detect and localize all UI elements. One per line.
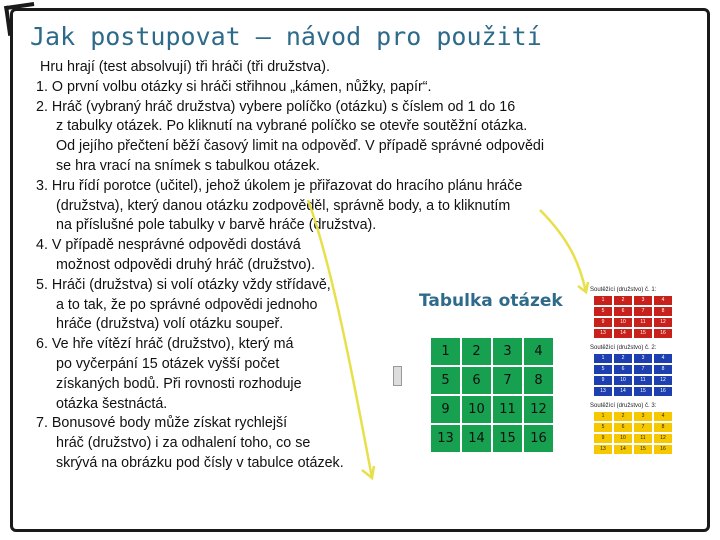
rule-item <box>36 236 656 276</box>
rule-continuation: Od jejího přečtení běží časový limit na odpověď. V případě správné odpovědi <box>56 138 545 155</box>
team-score-cell[interactable]: 15 <box>634 445 652 454</box>
team-score-cell[interactable]: 9 <box>594 318 612 327</box>
team-score-grid <box>594 412 680 454</box>
team-table-label: Soutěžící (družstvo) č. 3: <box>590 403 657 409</box>
team-score-cell[interactable]: 14 <box>614 445 632 454</box>
team-score-tables <box>590 286 680 460</box>
team-score-cell[interactable]: 4 <box>654 412 672 421</box>
question-cell[interactable]: 8 <box>524 367 553 394</box>
team-table-label: Soutěžící (družstvo) č. 1: <box>590 287 657 293</box>
rule-line: 7. Bonusové body může získat rychlejší <box>36 415 288 432</box>
question-cell[interactable]: 11 <box>493 396 522 423</box>
rule-continuation: z tabulky otázek. Po kliknutí na vybrané políčko se otevře soutěžní otázka. <box>56 118 528 135</box>
team-score-cell[interactable]: 3 <box>634 296 652 305</box>
team-score-cell[interactable]: 9 <box>594 434 612 443</box>
team-score-cell[interactable]: 7 <box>634 307 652 316</box>
team-score-cell[interactable]: 1 <box>594 412 612 421</box>
team-score-cell[interactable]: 8 <box>654 423 672 432</box>
intro-text: Hru hrají (test absolvují) tři hráči (tři družstva). <box>40 59 330 75</box>
rule-item <box>36 98 656 177</box>
question-cell[interactable]: 10 <box>462 396 491 423</box>
team-score-cell[interactable]: 7 <box>634 423 652 432</box>
team-score-cell[interactable]: 9 <box>594 376 612 385</box>
rule-continuation: získaných bodů. Při rovnosti rozhoduje <box>56 375 302 392</box>
team-score-cell[interactable]: 12 <box>654 318 672 327</box>
team-score-cell[interactable]: 8 <box>654 307 672 316</box>
team-score-cell[interactable]: 10 <box>614 318 632 327</box>
team-score-cell[interactable]: 5 <box>594 365 612 374</box>
team-score-cell[interactable]: 6 <box>614 423 632 432</box>
team-score-cell[interactable]: 4 <box>654 296 672 305</box>
team-score-cell[interactable]: 8 <box>654 365 672 374</box>
question-cell[interactable]: 14 <box>462 425 491 452</box>
team-score-grid <box>594 354 680 396</box>
question-cell[interactable]: 16 <box>524 425 553 452</box>
team-score-cell[interactable]: 16 <box>654 329 672 338</box>
question-cell[interactable]: 7 <box>493 367 522 394</box>
team-score-cell[interactable]: 3 <box>634 354 652 363</box>
question-table-title: Tabulka otázek <box>419 291 563 311</box>
rule-continuation: po vyčerpání 15 otázek vyšší počet <box>56 355 280 372</box>
team-score-cell[interactable]: 5 <box>594 423 612 432</box>
rule-item <box>36 177 656 236</box>
team-score-cell[interactable]: 16 <box>654 445 672 454</box>
question-cell[interactable]: 12 <box>524 396 553 423</box>
rule-continuation: hráče (družstva) volí otázku soupeř. <box>56 316 284 333</box>
rule-line: 2. Hráč (vybraný hráč družstva) vybere políčko (otázku) s číslem od 1 do 16 <box>36 98 516 115</box>
team-score-cell[interactable]: 1 <box>594 354 612 363</box>
team-score-cell[interactable]: 1 <box>594 296 612 305</box>
team-score-cell[interactable]: 2 <box>614 412 632 421</box>
team-score-cell[interactable]: 15 <box>634 387 652 396</box>
rule-line: 5. Hráči (družstva) si volí otázky vždy střídavě, <box>36 276 331 293</box>
team-score-cell[interactable]: 7 <box>634 365 652 374</box>
team-score-cell[interactable]: 2 <box>614 296 632 305</box>
team-score-cell[interactable]: 5 <box>594 307 612 316</box>
team-score-cell[interactable]: 11 <box>634 434 652 443</box>
team-score-cell[interactable]: 6 <box>614 365 632 374</box>
team-score-cell[interactable]: 14 <box>614 329 632 338</box>
rule-continuation: možnost odpovědi druhý hráč (družstvo). <box>56 256 316 273</box>
scroll-handle[interactable] <box>393 366 402 386</box>
team-score-cell[interactable]: 12 <box>654 434 672 443</box>
question-cell[interactable]: 3 <box>493 338 522 365</box>
team-score-cell[interactable]: 6 <box>614 307 632 316</box>
rule-line: 6. Ve hře vítězí hráč (družstvo), který má <box>36 336 294 353</box>
question-cell[interactable]: 6 <box>462 367 491 394</box>
slide-title: Jak postupovat – návod pro použití <box>30 22 542 51</box>
rule-item <box>36 78 656 98</box>
team-score-cell[interactable]: 15 <box>634 329 652 338</box>
question-cell[interactable]: 1 <box>431 338 460 365</box>
team-score-cell[interactable]: 11 <box>634 318 652 327</box>
team-score-grid <box>594 296 680 338</box>
question-cell[interactable]: 2 <box>462 338 491 365</box>
question-number-grid <box>431 338 553 452</box>
team-score-cell[interactable]: 11 <box>634 376 652 385</box>
question-cell[interactable]: 13 <box>431 425 460 452</box>
rule-line: 3. Hru řídí porotce (učitel), jehož úkolem je přiřazovat do hracího plánu hráče <box>36 177 523 194</box>
rule-continuation: na příslušné pole tabulky v barvě hráče (družstva). <box>56 217 377 234</box>
rule-continuation: a to tak, že po správné odpovědi jednoho <box>56 296 318 313</box>
rule-line: 1. O první volbu otázky si hráči střihnou „kámen, nůžky, papír“. <box>36 78 432 95</box>
question-cell[interactable]: 5 <box>431 367 460 394</box>
question-cell[interactable]: 9 <box>431 396 460 423</box>
team-score-cell[interactable]: 4 <box>654 354 672 363</box>
rule-continuation: se hra vrací na snímek s tabulkou otázek. <box>56 157 320 174</box>
team-score-cell[interactable]: 10 <box>614 434 632 443</box>
team-score-cell[interactable]: 2 <box>614 354 632 363</box>
team-score-cell[interactable]: 13 <box>594 329 612 338</box>
team-score-cell[interactable]: 13 <box>594 445 612 454</box>
team-score-cell[interactable]: 10 <box>614 376 632 385</box>
team-table-label: Soutěžící (družstvo) č. 2: <box>590 345 657 351</box>
team-score-cell[interactable]: 12 <box>654 376 672 385</box>
rule-continuation: hráč (družstvo) i za odhalení toho, co se <box>56 435 311 452</box>
question-table-preview <box>403 284 585 484</box>
rule-line: 4. V případě nesprávné odpovědi dostává <box>36 237 301 254</box>
rule-continuation: skrývá na obrázku pod čísly v tabulce otázek. <box>56 454 344 471</box>
question-cell[interactable]: 15 <box>493 425 522 452</box>
team-score-cell[interactable]: 13 <box>594 387 612 396</box>
rule-continuation: otázka šestnáctá. <box>56 395 168 412</box>
team-score-cell[interactable]: 14 <box>614 387 632 396</box>
team-score-cell[interactable]: 3 <box>634 412 652 421</box>
rule-continuation: (družstva), který danou otázku zodpověděl, správně body, a to kliknutím <box>56 197 511 214</box>
question-cell[interactable]: 4 <box>524 338 553 365</box>
team-score-cell[interactable]: 16 <box>654 387 672 396</box>
